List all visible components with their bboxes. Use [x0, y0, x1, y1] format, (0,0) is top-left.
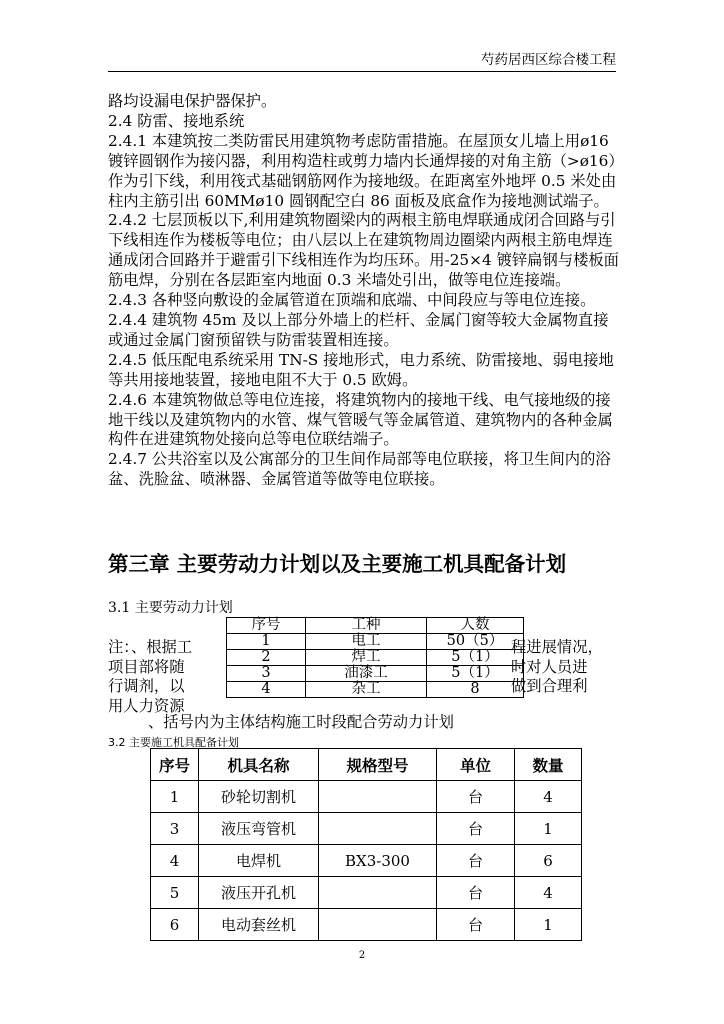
table-row — [227, 634, 524, 650]
page-number: 2 — [358, 950, 366, 961]
note-line: 项目部将随 — [108, 657, 185, 676]
equip-col-qty: 数量 — [515, 749, 582, 781]
table-cell: 液压开孔机 — [199, 877, 319, 909]
table-cell: 台 — [437, 781, 515, 813]
equip-col-no: 序号 — [151, 749, 199, 781]
note-line: 用人力资源 — [108, 696, 185, 715]
labor-col-count: 人数 — [427, 618, 524, 634]
table-cell: 4 — [515, 781, 582, 813]
labor-note-left — [108, 638, 226, 716]
note-line: 行调剂，以 — [108, 677, 185, 695]
table-row — [151, 909, 582, 941]
table-cell: 1 — [515, 813, 582, 845]
table-cell: 5（1） — [427, 666, 524, 682]
equipment-table — [150, 748, 582, 941]
table-cell: 50（5） — [427, 634, 524, 650]
paragraph: 路均设漏电保护器保护。 — [108, 92, 277, 110]
table-cell: 1 — [515, 909, 582, 941]
table-cell: 电动套丝机 — [199, 909, 319, 941]
table-cell: 3 — [151, 813, 199, 845]
table-cell: 8 — [427, 682, 524, 698]
labor-note: 、括号内为主体结构施工时段配合劳动力计划 — [148, 713, 454, 731]
table-cell: 台 — [437, 909, 515, 941]
table-row — [151, 845, 582, 877]
equipment-heading: 3.2 主要施工机具配备计划 — [108, 736, 239, 749]
note-line: 注：、根据工 — [108, 638, 193, 656]
table-cell — [319, 781, 437, 813]
table-cell: 2 — [227, 650, 306, 666]
table-cell: 台 — [437, 877, 515, 909]
table-cell: 液压弯管机 — [199, 813, 319, 845]
paragraph: 2.4.3 各种竖向敷设的金属管道在顶端和底端、中间段应与等电位连接。 — [108, 291, 596, 310]
table-row — [151, 813, 582, 845]
table-cell: 焊工 — [306, 650, 427, 666]
labor-col-no: 序号 — [227, 618, 306, 634]
table-cell: 杂工 — [306, 682, 427, 698]
table-row — [151, 877, 582, 909]
labor-note-right — [511, 638, 621, 697]
table-cell: 台 — [437, 845, 515, 877]
table-row — [151, 781, 582, 813]
labor-heading: 3.1 主要劳动力计划 — [108, 600, 233, 616]
table-row — [227, 666, 524, 682]
note-line: 程进展情况， — [511, 638, 603, 656]
body-text — [108, 92, 620, 490]
paragraph: 2.4.5 低压配电系统采用 TN-S 接地形式，电力系统、防雷接地、弱电接地等共用接地装置，接地电阻不大于 0.5 欧姆。 — [108, 350, 614, 389]
table-cell — [319, 813, 437, 845]
table-cell: 电工 — [306, 634, 427, 650]
paragraph: 2.4.2 七层顶板以下,利用建筑物圈梁内的两根主筋电焊联通成闭合回路与引下线相连作为楼板等电位；由八层以上在建筑物周边圈梁内两根主筋电焊连通成闭合回路并于避雷引下线相连作为均压环。用-25×4 镀锌扁钢与楼板面筋电焊，分别在各层距室内地面 0.3 米墙处引出，做等电位连接端。 — [108, 211, 619, 290]
table-cell: 砂轮切割机 — [199, 781, 319, 813]
table-cell: 1 — [151, 781, 199, 813]
table-cell: 4 — [227, 682, 306, 698]
table-cell: 4 — [515, 877, 582, 909]
paragraph: 2.4.4 建筑物 45m 及以上部分外墙上的栏杆、金属门窗等较大金属物直接或通过金属门窗预留铁与防雷装置相连接。 — [108, 310, 609, 349]
chapter-title: 第三章 主要劳动力计划以及主要施工机具配备计划 — [108, 552, 567, 576]
paragraph: 2.4.6 本建筑物做总等电位连接，将建筑物内的接地干线、电气接地级的接地干线以及建筑物内的水管、煤气管暖气等金属管道、建筑物内的各种金属构件在进建筑物处接向总等电位联结端子。 — [108, 390, 613, 449]
note-line: 时对人员进 — [511, 657, 588, 676]
table-cell: 1 — [227, 634, 306, 650]
table-cell: 电焊机 — [199, 845, 319, 877]
header-rule — [108, 71, 616, 72]
table-cell: 6 — [151, 909, 199, 941]
labor-table — [226, 617, 524, 698]
table-cell: 6 — [515, 845, 582, 877]
table-cell: BX3-300 — [319, 845, 437, 877]
labor-table-header — [227, 618, 524, 634]
paragraph: 2.4.1 本建筑按二类防雷民用建筑物考虑防雷措施。在屋顶女儿墙上用ø16 镀锌圆钢作为接闪器，利用构造柱或剪力墙内长通焊接的对角主筋（>ø16）作为引下线，利用筏式基础钢筋网作为接地级。在距离室外地坪 0.5 米处由柱内主筋引出 60MMø10 圆钢配空白 86 面板及底盒作为接地测试端子。 — [108, 131, 617, 210]
labor-col-trade: 工种 — [306, 618, 427, 634]
paragraph: 2.4.7 公共浴室以及公寓部分的卫生间作局部等电位联接，将卫生间内的浴盆、洗脸盆、喷淋器、金属管道等做等电位联接。 — [108, 450, 611, 489]
note-line: 做到合理利 — [511, 677, 588, 695]
table-cell: 3 — [227, 666, 306, 682]
table-cell — [319, 909, 437, 941]
section-heading: 2.4 防雷、接地系统 — [108, 111, 245, 130]
table-cell: 5（1） — [427, 650, 524, 666]
table-cell: 4 — [151, 845, 199, 877]
page-header: 芍药居西区综合楼工程 — [481, 52, 616, 68]
equipment-table-header — [151, 749, 582, 781]
table-cell: 油漆工 — [306, 666, 427, 682]
table-row — [227, 682, 524, 698]
equip-col-unit: 单位 — [437, 749, 515, 781]
table-cell: 5 — [151, 877, 199, 909]
equip-col-model: 规格型号 — [319, 749, 437, 781]
table-row — [227, 650, 524, 666]
table-cell — [319, 877, 437, 909]
table-cell: 台 — [437, 813, 515, 845]
equip-col-name: 机具名称 — [199, 749, 319, 781]
